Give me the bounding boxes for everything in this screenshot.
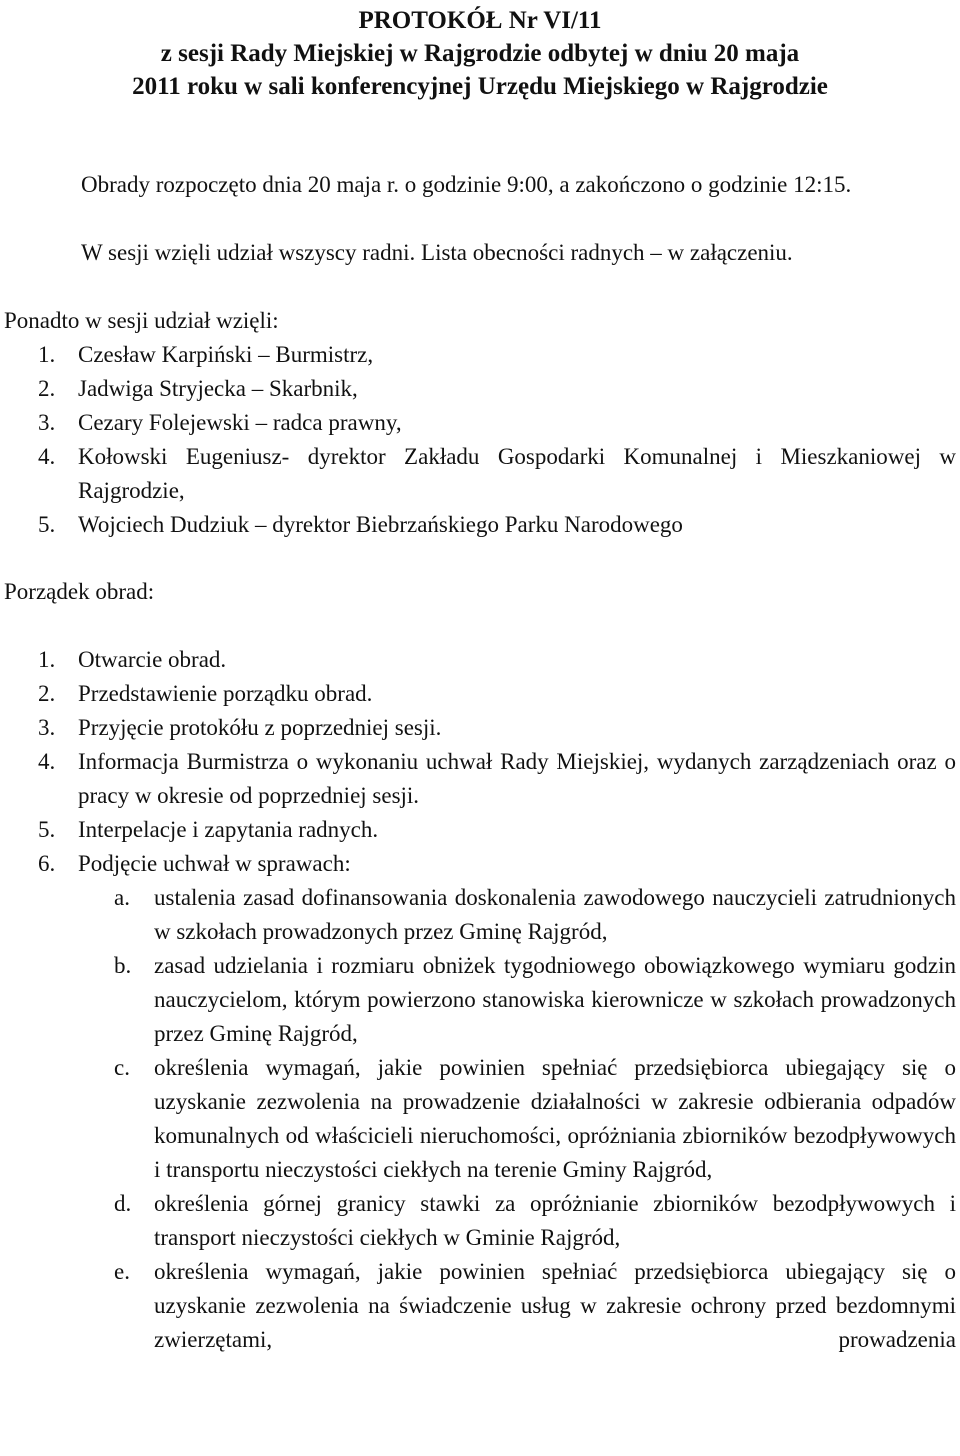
- list-text: Kołowski Eugeniusz- dyrektor Zakładu Gospodarki Komunalnej i Mieszkaniowej w Rajgrodzie,: [78, 444, 956, 503]
- list-text: Informacja Burmistrza o wykonaniu uchwał Rady Miejskiej, wydanych zarządzeniach oraz o pracy w okresie od poprzedniej sesji.: [78, 749, 956, 808]
- list-text: Podjęcie uchwał w sprawach:: [78, 851, 351, 876]
- list-number: 6.: [38, 851, 56, 876]
- list-text: Przedstawienie porządku obrad.: [78, 681, 373, 706]
- list-item: [38, 745, 956, 813]
- list-item: [114, 1051, 956, 1187]
- list-number: 1.: [38, 647, 56, 672]
- list-number: 5.: [38, 512, 56, 537]
- list-item: [38, 406, 956, 440]
- list-text: Czesław Karpiński – Burmistrz,: [78, 342, 374, 367]
- agenda-list: [38, 643, 956, 881]
- list-item: [38, 440, 956, 508]
- list-item: [38, 711, 956, 745]
- title-line-3: 2011 roku w sali konferencyjnej Urzędu Miejskiego w Rajgrodzie: [132, 73, 828, 100]
- list-item: [114, 949, 956, 1051]
- list-item: [38, 508, 956, 542]
- list-number: 2.: [38, 376, 56, 401]
- list-number: 3.: [38, 410, 56, 435]
- intro-paragraph-times: Obrady rozpoczęto dnia 20 maja r. o godzinie 9:00, a zakończono o godzinie 12:15.: [81, 172, 852, 197]
- agenda-heading: Porządek obrad:: [4, 579, 155, 604]
- intro-paragraph-attendance: W sesji wzięli udział wszyscy radni. Lista obecności radnych – w załączeniu.: [81, 240, 793, 265]
- list-item: [38, 338, 956, 372]
- list-letter: b.: [114, 953, 132, 978]
- title-line-1: PROTOKÓŁ Nr VI/11: [358, 7, 602, 34]
- list-letter: a.: [114, 885, 130, 910]
- list-text: ustalenia zasad dofinansowania doskonalenia zawodowego nauczycieli zatrudnionych w szkołach prowadzonych przez Gminę Rajgród,: [154, 885, 956, 944]
- list-text: Jadwiga Stryjecka – Skarbnik,: [78, 376, 358, 401]
- list-text: Przyjęcie protokółu z poprzedniej sesji.: [78, 715, 442, 740]
- resolutions-sublist: [114, 881, 956, 1357]
- list-item: [38, 643, 956, 677]
- title-line-2: z sesji Rady Miejskiej w Rajgrodzie odbytej w dniu 20 maja: [160, 40, 800, 67]
- list-item: [114, 1255, 956, 1357]
- list-letter: e.: [114, 1259, 130, 1284]
- list-item: [38, 847, 956, 881]
- list-item: [114, 881, 956, 949]
- list-item: [38, 677, 956, 711]
- list-number: 3.: [38, 715, 56, 740]
- list-text: określenia górnej granicy stawki za opróżnianie zbiorników bezodpływowych i transport nieczystości ciekłych w Gminie Rajgród,: [154, 1191, 956, 1250]
- list-letter: c.: [114, 1055, 130, 1080]
- document-title: [0, 0, 960, 103]
- list-text: Wojciech Dudziuk – dyrektor Biebrzańskiego Parku Narodowego: [78, 512, 683, 537]
- list-number: 4.: [38, 749, 56, 774]
- list-text: Otwarcie obrad.: [78, 647, 227, 672]
- list-text: określenia wymagań, jakie powinien spełniać przedsiębiorca ubiegający się o uzyskanie zezwolenia na świadczenie usług w zakresie ochrony przed bezdomnymi zwierzętami, prowadzenia: [154, 1259, 956, 1352]
- list-text: określenia wymagań, jakie powinien spełniać przedsiębiorca ubiegający się o uzyskanie zezwolenia na prowadzenie działalności w zakresie odbierania odpadów komunalnych od właścicieli nieruchomości, opróżniania zbiorników bezodpływowych i transportu nieczystości ciekłych na terenie Gminy Rajgród,: [154, 1055, 956, 1182]
- list-number: 1.: [38, 342, 56, 367]
- attendees-list: [38, 338, 956, 542]
- list-text: Interpelacje i zapytania radnych.: [78, 817, 379, 842]
- list-number: 5.: [38, 817, 56, 842]
- intro-paragraph-others: Ponadto w sesji udział wzięli:: [4, 308, 279, 333]
- list-number: 4.: [38, 444, 56, 469]
- list-item: [38, 372, 956, 406]
- list-letter: d.: [114, 1191, 132, 1216]
- list-text: zasad udzielania i rozmiaru obniżek tygodniowego obowiązkowego wymiaru godzin nauczycielom, którym powierzono stanowiska kierownicze w szkołach prowadzonych przez Gminę Rajgród,: [154, 953, 956, 1046]
- list-text: Cezary Folejewski – radca prawny,: [78, 410, 402, 435]
- list-number: 2.: [38, 681, 56, 706]
- list-item: [114, 1187, 956, 1255]
- list-item: [38, 813, 956, 847]
